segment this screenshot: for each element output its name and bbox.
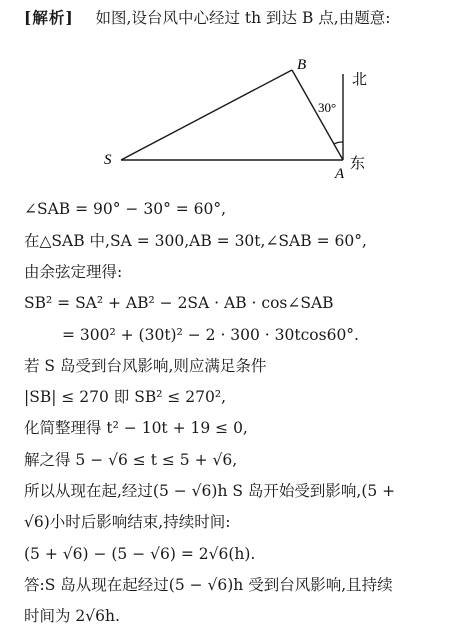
line-8: 化简整理得 t² − 10t + 19 ≤ 0, [24,419,248,437]
line-6: 若 S 岛受到台风影响,则应满足条件 [24,357,267,375]
line-1: ∠SAB = 90° − 30° = 60°, [24,200,227,218]
line-10: 所以从现在起,经过(5 − √6)h S 岛开始受到影响,(5 + [24,482,396,500]
label-B: B [297,57,307,73]
triangle-figure [0,40,455,190]
angle-30-label: 30° [318,100,337,115]
line-7: |SB| ≤ 270 即 SB² ≤ 270², [24,388,227,406]
label-A: A [335,166,345,182]
label-north: 北 [352,72,368,88]
line-3: 由余弦定理得: [24,263,123,281]
heading-line [24,8,390,28]
line-2: 在△SAB 中,SA = 300,AB = 30t,∠SAB = 60°, [24,232,367,250]
line-5: = 300² + (30t)² − 2 · 300 · 30tcos60°. [62,326,359,344]
heading-text: 如图,设台风中心经过 th 到达 B 点,由题意: [95,9,391,27]
angle-arc [334,142,343,144]
segment-SB [121,70,292,160]
line-14: 时间为 2√6h. [24,607,120,625]
label-east: 东 [350,156,366,172]
analysis-label: [解析] [24,8,74,27]
segment-BA [292,70,343,160]
line-9: 解之得 5 − √6 ≤ t ≤ 5 + √6, [24,451,238,469]
line-11: √6)小时后影响结束,持续时间: [24,513,231,531]
line-4: SB² = SA² + AB² − 2SA · AB · cos∠SAB [24,294,334,312]
line-13: 答:S 岛从现在起经过(5 − √6)h 受到台风影响,且持续 [24,576,393,594]
label-S: S [104,152,112,168]
line-12: (5 + √6) − (5 − √6) = 2√6(h). [24,545,256,563]
